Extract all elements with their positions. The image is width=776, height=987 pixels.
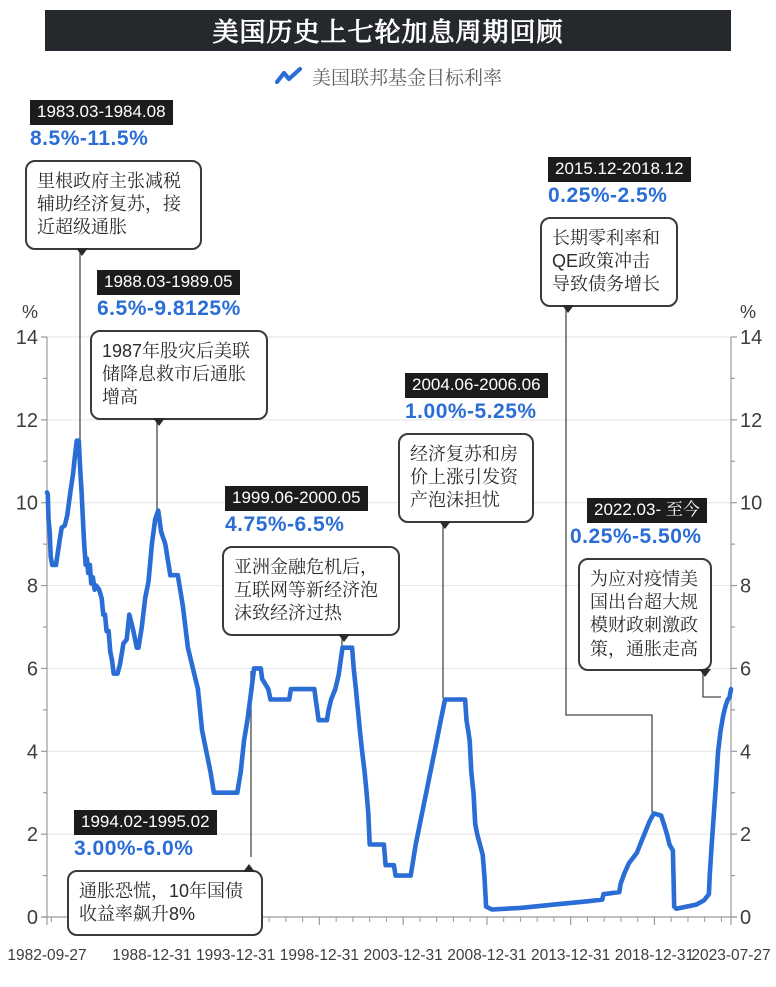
y-axis-tick-label-left: 10	[15, 492, 38, 515]
x-axis-tick-label: 1982-09-27	[7, 947, 87, 964]
annotation-desc: 为应对疫情美国出台超大规模财政刺激政策，通胀走高	[590, 568, 698, 659]
annotation-1988	[97, 270, 268, 420]
y-axis-tick-label-right: 4	[740, 741, 752, 764]
y-axis-tick-label-right: 2	[740, 824, 752, 847]
y-axis-tick-label-right: 6	[740, 658, 752, 681]
legend-label: 美国联邦基金目标利率	[311, 68, 502, 89]
annotation-arrow-icon	[562, 305, 574, 313]
annotation-period-badge: 2004.06-2006.06	[405, 373, 548, 398]
x-axis-tick-label: 1993-12-31	[195, 947, 276, 964]
annotation-period-badge: 1988.03-1989.05	[97, 270, 240, 295]
annotation-period-badge: 1983.03-1984.08	[30, 100, 173, 125]
annotation-rate-range: 0.25%-5.50%	[570, 524, 702, 548]
annotation-period-badge: 1999.06-2000.05	[225, 486, 368, 511]
annotation-arrow-icon	[439, 521, 451, 529]
annotation-desc-box	[90, 330, 268, 420]
annotation-rate-range: 6.5%-9.8125%	[97, 296, 241, 320]
annotation-arrow-icon	[76, 248, 88, 256]
annotation-rate-range: 0.25%-2.5%	[548, 183, 668, 207]
y-axis-tick-label-right: 8	[740, 575, 752, 598]
x-axis-tick-label: 2023-07-27	[691, 947, 771, 964]
annotation-desc-box	[578, 558, 712, 672]
annotation-rate-range: 1.00%-5.25%	[405, 399, 537, 423]
x-axis-tick-label: 2003-12-31	[363, 947, 443, 964]
annotation-desc-box	[25, 160, 202, 250]
page-title: 美国历史上七轮加息周期回顾	[45, 10, 731, 51]
annotation-arrow-icon	[699, 669, 711, 677]
y-axis-tick-label-left: 0	[26, 907, 38, 929]
y-axis-tick-label-right: 14	[740, 327, 763, 349]
annotation-desc: 通胀恐慌，10年国债收益率飙升8%	[79, 880, 244, 924]
x-axis-tick-label: 1988-12-31	[112, 947, 192, 964]
annotation-desc-box	[67, 870, 263, 937]
y-axis-tick-label-left: 8	[26, 575, 38, 598]
y-axis-tick-label-left: 12	[15, 409, 38, 432]
y-axis-tick-label-right: 12	[740, 409, 763, 432]
annotation-desc-box	[398, 433, 534, 523]
y-axis-tick-label-right: 10	[740, 492, 763, 515]
annotation-arrow-icon	[243, 864, 255, 872]
annotation-arrow-icon	[338, 634, 350, 642]
annotation-desc: 经济复苏和房价上涨引发资产泡沫担忧	[410, 443, 518, 511]
annotation-2022	[570, 498, 712, 671]
annotation-desc: 亚洲金融危机后，互联网等新经济泡沫致经济过热	[234, 556, 378, 624]
annotation-desc: 里根政府主张减税辅助经济复苏，接近超级通胀	[37, 170, 181, 238]
y-axis-tick-label-left: 6	[26, 658, 38, 681]
annotation-desc-box	[222, 546, 400, 636]
y-axis-tick-label-left: 2	[26, 824, 38, 847]
x-axis-tick-label: 2018-12-31	[614, 947, 695, 964]
annotation-desc: 长期零利率和QE政策冲击导致债务增长	[552, 227, 660, 295]
x-axis-tick-label: 2013-12-31	[531, 947, 611, 964]
annotation-period-badge: 2015.12-2018.12	[548, 157, 691, 182]
y-axis-tick-label-right: 0	[740, 907, 752, 929]
annotation-period-badge: 1994.02-1995.02	[74, 810, 217, 835]
annotation-1999	[225, 486, 400, 636]
x-axis-tick-label: 2008-12-31	[447, 947, 527, 964]
annotation-period-badge: 2022.03- 至今	[587, 498, 707, 523]
annotation-1994	[74, 810, 263, 936]
y-axis-unit-right: %	[740, 302, 757, 322]
annotation-desc-box	[540, 217, 678, 307]
annotation-rate-range: 4.75%-6.5%	[225, 512, 345, 536]
annotation-rate-range: 8.5%-11.5%	[30, 126, 149, 150]
annotation-2015	[548, 157, 691, 307]
annotation-rate-range: 3.00%-6.0%	[74, 836, 194, 860]
annotation-desc: 1987年股灾后美联储降息救市后通胀增高	[102, 340, 251, 408]
x-axis-tick-label: 1998-12-31	[279, 947, 360, 964]
annotation-arrow-icon	[153, 418, 165, 426]
y-axis-unit-left: %	[21, 302, 38, 322]
annotation-2004	[405, 373, 548, 523]
y-axis-tick-label-left: 14	[15, 327, 38, 349]
annotation-1983	[30, 100, 202, 250]
y-axis-tick-label-left: 4	[26, 741, 38, 764]
